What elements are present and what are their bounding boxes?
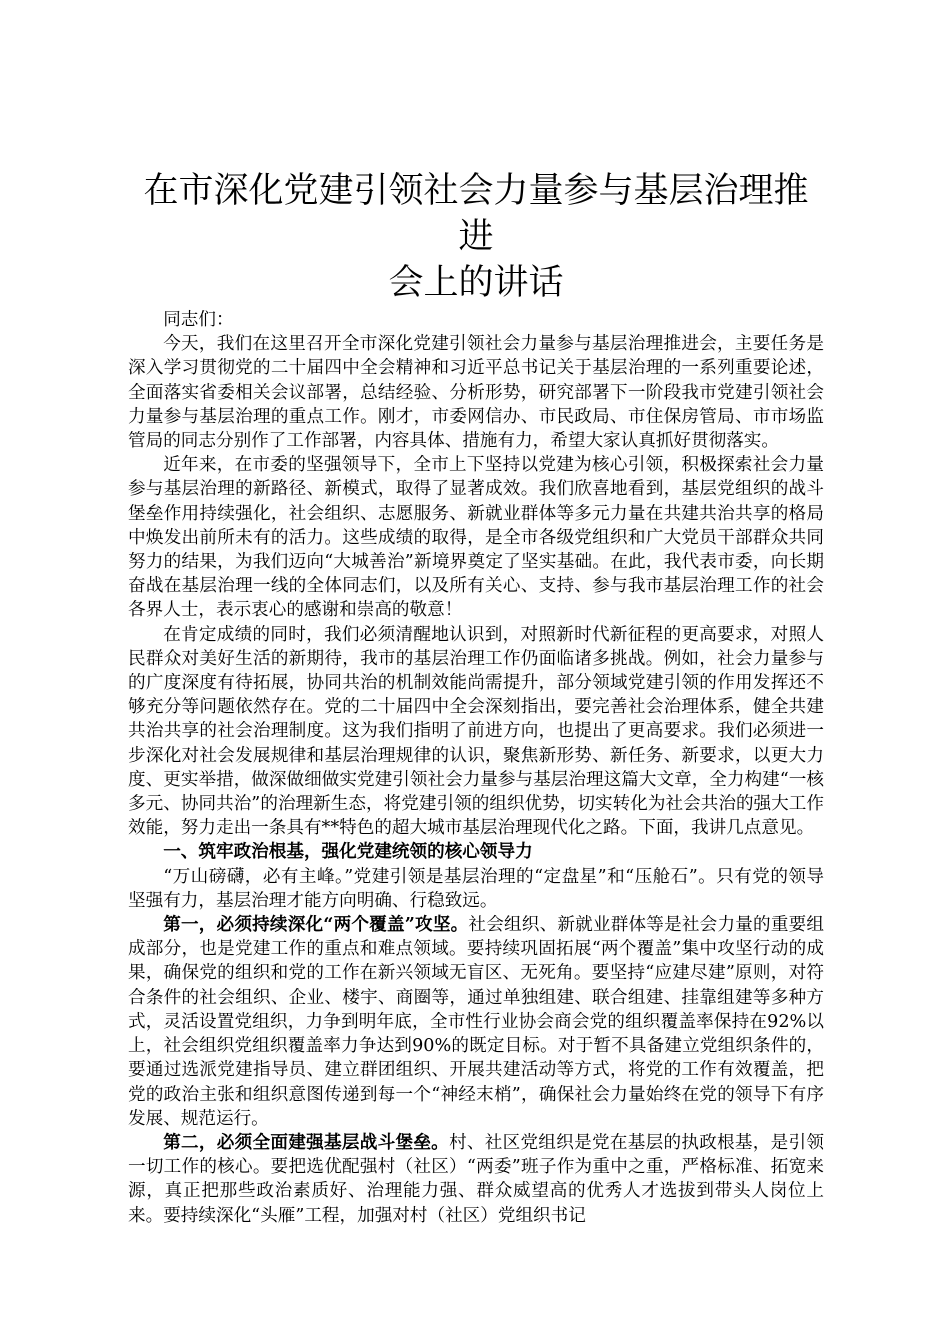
first-point-body: 社会组织、新就业群体等是社会力量的重要组成部分，也是党建工作的重点和难点领域。要持续巩固拓展“两个覆盖”集中攻坚行动的成果，确保党的组织和党的工作在新兴领域无盲区、无死角。要坚持“应建尽建”原则，对符合条件的社会组织、企业、楼宇、商圈等，通过单独组建、联合组建、挂靠组建等多种方式，灵活设置党组织，力争到明年底，全市性行业协会商会党的组织覆盖率保持在92%以上，社会组织党组织覆盖率力争达到90%的既定目标。对于暂不具备建立党组织条件的，要通过选派党建指导员、建立群团组织、开展共建活动等方式，将党的工作有效覆盖，把党的政治主张和组织意图传递到每一个“神经末梢”，确保社会力量始终在党的领导下有序发展、规范运行。 xyxy=(128,915,824,1129)
document-page xyxy=(128,168,824,1228)
first-point-lead: 第一，必须持续深化“两个覆盖”攻坚。 xyxy=(163,914,469,936)
paragraph-second-point xyxy=(128,1131,824,1228)
second-point-body: 村、社区党组织是党在基层的执政根基，是引领一切工作的核心。要把选优配强村（社区）“两委”班子作为重中之重，严格标准、拓宽来源，真正把那些政治素质好、治理能力强、群众威望高的优秀人才选拔到带头人岗位上来。要持续深化“头雁”工程，加强对村（社区）党组织书记 xyxy=(128,1132,824,1226)
paragraph-opening: 今天，我们在这里召开全市深化党建引领社会力量参与基层治理推进会，主要任务是深入学习贯彻党的二十届四中全会精神和习近平总书记关于基层治理的一系列重要论述，全面落实省委相关会议部署，总结经验、分析形势，研究部署下一阶段我市党建引领社会力量参与基层治理的重点工作。刚才，市委网信办、市民政局、市住保房管局、市市场监管局的同志分别作了工作部署，内容具体、措施有力，希望大家认真抓好贯彻落实。 xyxy=(128,334,824,452)
paragraph-first-point xyxy=(128,913,824,1131)
salutation: 同志们： xyxy=(163,310,234,330)
second-point-lead: 第二，必须全面建强基层战斗堡垒。 xyxy=(163,1131,450,1153)
paragraph-achievements: 近年来，在市委的坚强领导下，全市上下坚持以党建为核心引领，积极探索社会力量参与基层治理的新路径、新模式，取得了显著成效。我们欣喜地看到，基层党组织的战斗堡垒作用持续强化，社会组织、志愿服务、新就业群体等多元力量在共建共治共享的格局中焕发出前所未有的活力。这些成绩的取得，是全市各级党组织和广大党员干部群众共同努力的结果，为我们迈向“大城善治”新境界奠定了坚实基础。在此，我代表市委，向长期奋战在基层治理一线的全体同志们，以及所有关心、支持、参与我市基层治理工作的社会各界人士，表示衷心的感谢和崇高的敬意！ xyxy=(128,455,824,621)
paragraph-quote: “万山磅礴，必有主峰。”党建引领是基层治理的“定盘星”和“压舱石”。只有党的领导坚强有力，基层治理才能方向明确、行稳致远。 xyxy=(128,866,824,911)
title-line-2: 会上的讲话 xyxy=(388,263,564,303)
title-line-1: 在市深化党建引领社会力量参与基层治理推进 xyxy=(143,171,809,257)
document-title xyxy=(128,168,824,306)
section-heading-1: 一、筑牢政治根基，强化党建统领的核心领导力 xyxy=(163,841,533,863)
paragraph-challenges: 在肯定成绩的同时，我们必须清醒地认识到，对照新时代新征程的更高要求，对照人民群众对美好生活的新期待，我市的基层治理工作仍面临诸多挑战。例如，社会力量参与的广度深度有待拓展，协同共治的机制效能尚需提升，部分领域党建引领的作用发挥还不够充分等问题依然存在。党的二十届四中全会深刻指出，要完善社会治理体系，健全共建共治共享的社会治理制度。这为我们指明了前进方向，也提出了更高要求。我们必须进一步深化对社会发展规律和基层治理规律的认识，聚焦新形势、新任务、新要求，以更大力度、更实举措，做深做细做实党建引领社会力量参与基层治理这篇大文章，全力构建“一核多元、协同共治”的治理新生态，将党建引领的组织优势，切实转化为社会共治的强大工作效能，努力走出一条具有**特色的超大城市基层治理现代化之路。下面，我讲几点意见。 xyxy=(128,624,824,839)
